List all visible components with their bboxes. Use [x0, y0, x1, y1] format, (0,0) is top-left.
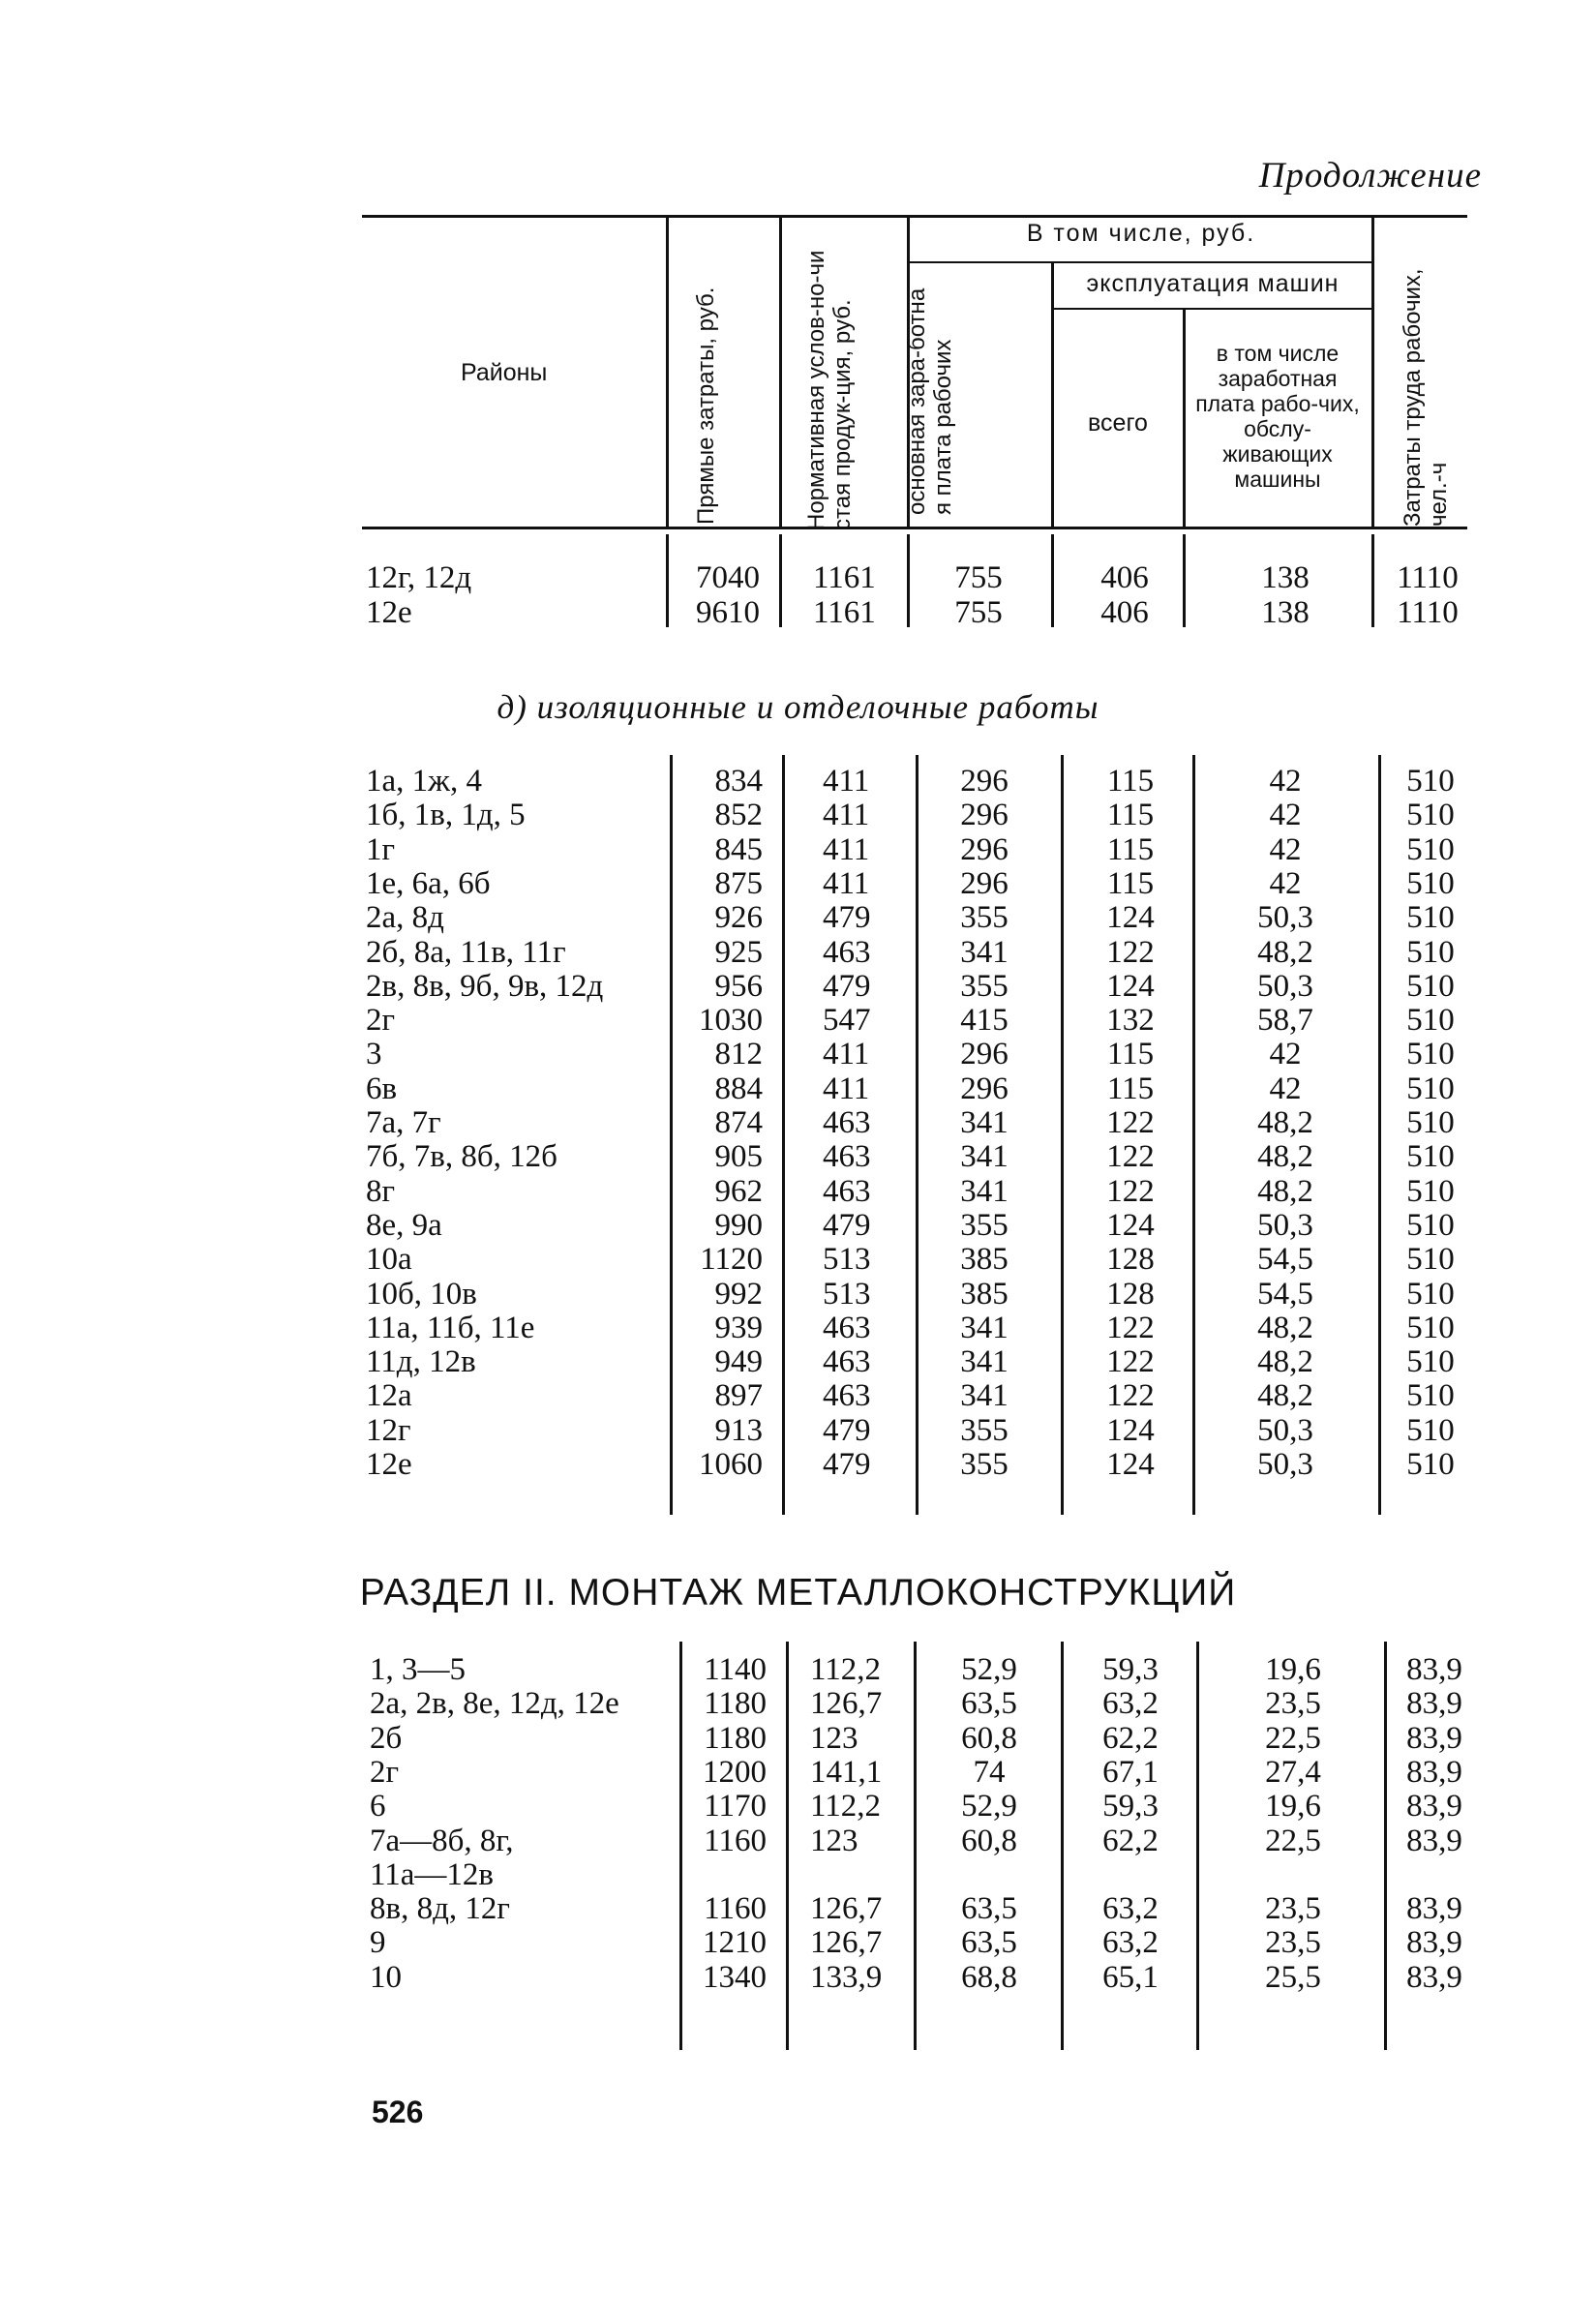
cell-labor: 83,9	[1406, 1891, 1462, 1927]
cell-norm: 463	[823, 1378, 871, 1414]
cell-norm: 112,2	[810, 1652, 882, 1687]
cell-direct: 1030	[699, 1003, 763, 1039]
cell-norm: 513	[823, 1276, 871, 1312]
cell-norm: 112,2	[810, 1789, 882, 1824]
cell-norm: 479	[823, 1207, 871, 1243]
cell-region: 12г	[366, 1412, 411, 1448]
cell-total: 115	[1106, 1071, 1155, 1106]
header-basic-wage: основная зара-ботная плата рабочих	[904, 287, 956, 515]
cell-direct: 926	[714, 900, 763, 936]
cell-mwage: 48,2	[1257, 1105, 1313, 1140]
cell-wage: 355	[960, 900, 1009, 936]
cell-mwage: 50,3	[1257, 1447, 1313, 1482]
cell-direct: 1160	[704, 1823, 767, 1858]
cell-labor: 510	[1406, 1207, 1455, 1243]
table-row	[0, 1448, 1596, 1481]
cell-labor: 510	[1406, 764, 1455, 799]
cell-region: 10б, 10в	[366, 1276, 477, 1312]
cell-norm: 463	[823, 1344, 871, 1380]
cell-wage: 52,9	[961, 1789, 1017, 1824]
cell-labor: 83,9	[1406, 1959, 1462, 1995]
cell-norm: 126,7	[810, 1686, 883, 1722]
cell-wage: 755	[954, 560, 1003, 595]
section-title: РАЗДЕЛ II. МОНТАЖ МЕТАЛЛОКОНСТРУКЦИЙ	[359, 1572, 1237, 1613]
cell-region: 1а, 1ж, 4	[366, 764, 482, 799]
cell-wage: 63,5	[961, 1925, 1017, 1961]
cell-mwage: 58,7	[1257, 1003, 1313, 1039]
cell-mwage: 23,5	[1265, 1925, 1321, 1961]
cell-region: 11а, 11б, 11е	[366, 1310, 535, 1345]
machines-rule	[1053, 308, 1372, 310]
cell-mwage: 19,6	[1265, 1652, 1321, 1687]
table-row	[0, 867, 1596, 900]
cell-mwage: 48,2	[1257, 934, 1313, 970]
table-row	[0, 936, 1596, 969]
cell-direct: 949	[714, 1344, 763, 1380]
cell-wage: 341	[960, 1139, 1009, 1175]
table-row	[0, 1243, 1596, 1276]
cell-total: 67,1	[1102, 1754, 1159, 1790]
cell-direct: 925	[714, 934, 763, 970]
cell-mwage: 25,5	[1265, 1959, 1321, 1995]
header-vline	[666, 217, 669, 527]
table-row	[0, 1140, 1596, 1173]
cell-total: 115	[1106, 1037, 1155, 1072]
cell-region: 10	[370, 1959, 402, 1995]
cell-total: 132	[1106, 1003, 1155, 1039]
cell-total: 62,2	[1102, 1823, 1159, 1858]
cell-labor: 510	[1406, 900, 1455, 936]
cell-mwage: 54,5	[1257, 1242, 1313, 1278]
cell-norm: 479	[823, 900, 871, 936]
cell-wage: 74	[973, 1754, 1006, 1790]
header-total: всего	[1088, 409, 1148, 437]
cell-norm: 479	[823, 968, 871, 1004]
cell-norm: 1161	[813, 560, 876, 595]
table-row	[0, 1106, 1596, 1139]
cell-labor: 510	[1406, 934, 1455, 970]
cell-total: 63,2	[1102, 1686, 1159, 1722]
cell-total: 122	[1106, 1105, 1155, 1140]
cell-mwage: 42	[1269, 1037, 1302, 1072]
cell-labor: 510	[1406, 1344, 1455, 1380]
cell-wage: 296	[960, 865, 1009, 901]
cell-labor: 510	[1406, 865, 1455, 901]
cell-labor: 83,9	[1406, 1652, 1462, 1687]
cell-direct: 875	[714, 865, 763, 901]
cell-region: 7а, 7г	[366, 1105, 441, 1140]
cell-norm: 411	[823, 764, 870, 799]
cell-total: 115	[1106, 764, 1155, 799]
cell-mwage: 42	[1269, 1071, 1302, 1106]
cell-direct: 852	[714, 798, 763, 833]
cell-norm: 123	[810, 1720, 858, 1756]
cell-norm: 141,1	[810, 1754, 883, 1790]
cell-direct: 939	[714, 1310, 763, 1345]
cell-wage: 341	[960, 1378, 1009, 1414]
cell-region: 10а	[366, 1242, 412, 1278]
cell-region: 8в, 8д, 12г	[370, 1891, 510, 1927]
cell-direct: 905	[714, 1139, 763, 1175]
table-row	[0, 1209, 1596, 1242]
cell-mwage: 42	[1269, 798, 1302, 833]
cell-direct: 874	[714, 1105, 763, 1140]
continuation-label: Продолжениe	[1258, 156, 1482, 196]
header-vline	[1371, 217, 1374, 527]
table-row	[0, 1278, 1596, 1311]
table-row	[0, 1790, 1596, 1823]
table-row	[0, 1961, 1596, 1994]
table-row	[0, 765, 1596, 798]
cell-norm: 411	[823, 865, 870, 901]
cell-wage: 355	[960, 968, 1009, 1004]
cell-direct: 913	[714, 1412, 763, 1448]
header-direct-costs: Прямые затраты, руб.	[693, 286, 719, 525]
cell-total: 63,2	[1102, 1891, 1159, 1927]
cell-direct: 834	[714, 764, 763, 799]
table-row	[0, 833, 1596, 866]
cell-direct: 1160	[704, 1891, 767, 1927]
cell-total: 115	[1106, 865, 1155, 901]
cell-norm: 547	[823, 1003, 871, 1039]
cell-region: 1г	[366, 831, 396, 867]
table-row	[0, 561, 1596, 594]
cell-region: 12е	[366, 595, 412, 630]
cell-norm: 133,9	[810, 1959, 883, 1995]
cell-region: 11д, 12в	[366, 1344, 476, 1380]
header-machine-operation: эксплуатация машин	[1086, 270, 1340, 297]
cell-region: 8е, 9а	[366, 1207, 442, 1243]
cell-labor: 510	[1406, 1310, 1455, 1345]
cell-region: 6в	[366, 1071, 398, 1106]
cell-wage: 296	[960, 798, 1009, 833]
cell-region: 2б, 8а, 11в, 11г	[366, 934, 566, 970]
cell-wage: 60,8	[961, 1823, 1017, 1858]
cell-mwage: 54,5	[1257, 1276, 1313, 1312]
cell-labor: 510	[1406, 1447, 1455, 1482]
cell-wage: 63,5	[961, 1891, 1017, 1927]
cell-mwage: 48,2	[1257, 1139, 1313, 1175]
cell-direct: 990	[714, 1207, 763, 1243]
cell-labor: 510	[1406, 798, 1455, 833]
table-row	[0, 1858, 1596, 1891]
cell-direct: 1210	[703, 1925, 767, 1961]
cell-direct: 956	[714, 968, 763, 1004]
table-row	[0, 1004, 1596, 1037]
cell-labor: 510	[1406, 1003, 1455, 1039]
table-row	[0, 1824, 1596, 1857]
cell-mwage: 48,2	[1257, 1310, 1313, 1345]
cell-norm: 479	[823, 1447, 871, 1482]
header-including: В том числе, руб.	[1026, 220, 1256, 247]
table-row	[0, 1414, 1596, 1447]
table-row	[0, 799, 1596, 831]
cell-wage: 355	[960, 1447, 1009, 1482]
cell-wage: 341	[960, 1344, 1009, 1380]
cell-wage: 341	[960, 1310, 1009, 1345]
cell-region: 1б, 1в, 1д, 5	[366, 798, 526, 833]
header-top-rule	[362, 215, 1467, 218]
cell-region: 7а—8б, 8г,	[370, 1823, 514, 1858]
cell-total: 122	[1106, 1378, 1155, 1414]
cell-direct: 1180	[704, 1720, 767, 1756]
cell-total: 59,3	[1102, 1652, 1159, 1687]
cell-norm: 411	[823, 831, 870, 867]
cell-direct: 845	[714, 831, 763, 867]
cell-wage: 415	[960, 1003, 1009, 1039]
header-bottom-rule	[362, 527, 1467, 529]
cell-mwage: 48,2	[1257, 1173, 1313, 1209]
table-row	[0, 1653, 1596, 1686]
cell-direct: 1340	[703, 1959, 767, 1995]
cell-wage: 385	[960, 1276, 1009, 1312]
cell-norm: 126,7	[810, 1925, 883, 1961]
cell-direct: 1180	[704, 1686, 767, 1722]
cell-mwage: 19,6	[1265, 1789, 1321, 1824]
cell-norm: 126,7	[810, 1891, 883, 1927]
cell-region: 11а—12в	[370, 1856, 495, 1892]
cell-labor: 1110	[1397, 595, 1459, 630]
cell-norm: 411	[823, 1071, 870, 1106]
cell-labor: 83,9	[1406, 1754, 1462, 1790]
cell-total: 59,3	[1102, 1789, 1159, 1824]
cell-region: 1е, 6а, 6б	[366, 865, 491, 901]
table-row	[0, 1687, 1596, 1720]
cell-labor: 510	[1406, 968, 1455, 1004]
cell-wage: 296	[960, 831, 1009, 867]
cell-total: 406	[1100, 560, 1149, 595]
cell-direct: 9610	[696, 595, 760, 630]
cell-direct: 884	[714, 1071, 763, 1106]
cell-labor: 510	[1406, 1071, 1455, 1106]
table-row	[0, 1379, 1596, 1412]
cell-region: 9	[370, 1925, 386, 1961]
cell-wage: 341	[960, 1173, 1009, 1209]
cell-norm: 463	[823, 1139, 871, 1175]
cell-labor: 510	[1406, 1242, 1455, 1278]
cell-norm: 1161	[813, 595, 876, 630]
cell-mwage: 50,3	[1257, 1412, 1313, 1448]
cell-wage: 385	[960, 1242, 1009, 1278]
table-row	[0, 1722, 1596, 1755]
cell-mwage: 22,5	[1265, 1720, 1321, 1756]
cell-labor: 1110	[1397, 560, 1459, 595]
cell-mwage: 50,3	[1257, 1207, 1313, 1243]
cell-mwage: 22,5	[1265, 1823, 1321, 1858]
cell-region: 2г	[370, 1754, 400, 1790]
header-including-wage: в том числе заработная плата рабо-чих, обслу-живающих машины	[1195, 341, 1360, 492]
cell-region: 7б, 7в, 8б, 12б	[366, 1139, 557, 1175]
cell-total: 128	[1106, 1242, 1155, 1278]
cell-norm: 463	[823, 934, 871, 970]
cell-total: 122	[1106, 934, 1155, 970]
cell-region: 2в, 8в, 9б, 9в, 12д	[366, 968, 604, 1004]
cell-labor: 510	[1406, 1139, 1455, 1175]
cell-region: 6	[370, 1789, 386, 1824]
table-row	[0, 1345, 1596, 1378]
cell-mwage: 138	[1261, 560, 1310, 595]
including-rule	[910, 261, 1372, 263]
cell-mwage: 23,5	[1265, 1686, 1321, 1722]
cell-total: 124	[1106, 1412, 1155, 1448]
cell-total: 124	[1106, 1207, 1155, 1243]
cell-wage: 755	[954, 595, 1003, 630]
header-vline	[779, 217, 782, 527]
cell-mwage: 48,2	[1257, 1344, 1313, 1380]
table-row	[0, 596, 1596, 629]
cell-region: 2а, 8д	[366, 900, 444, 936]
header-vline	[1051, 263, 1054, 527]
cell-direct: 7040	[696, 560, 760, 595]
cell-direct: 1140	[704, 1652, 767, 1687]
cell-norm: 479	[823, 1412, 871, 1448]
cell-labor: 510	[1406, 1105, 1455, 1140]
cell-labor: 510	[1406, 1412, 1455, 1448]
cell-direct: 1170	[704, 1789, 767, 1824]
cell-wage: 296	[960, 1071, 1009, 1106]
cell-direct: 1120	[700, 1242, 763, 1278]
cell-labor: 83,9	[1406, 1686, 1462, 1722]
cell-norm: 411	[823, 1037, 870, 1072]
cell-wage: 63,5	[961, 1686, 1017, 1722]
cell-wage: 52,9	[961, 1652, 1017, 1687]
cell-mwage: 23,5	[1265, 1891, 1321, 1927]
cell-norm: 123	[810, 1823, 858, 1858]
table-row	[0, 1312, 1596, 1344]
cell-total: 122	[1106, 1139, 1155, 1175]
cell-labor: 510	[1406, 831, 1455, 867]
table-row	[0, 970, 1596, 1003]
cell-wage: 341	[960, 1105, 1009, 1140]
cell-direct: 992	[714, 1276, 763, 1312]
cell-norm: 463	[823, 1310, 871, 1345]
cell-mwage: 50,3	[1257, 968, 1313, 1004]
cell-mwage: 42	[1269, 764, 1302, 799]
cell-labor: 83,9	[1406, 1720, 1462, 1756]
cell-wage: 341	[960, 934, 1009, 970]
cell-total: 63,2	[1102, 1925, 1159, 1961]
cell-region: 12г, 12д	[366, 560, 472, 595]
cell-mwage: 50,3	[1257, 900, 1313, 936]
cell-labor: 83,9	[1406, 1823, 1462, 1858]
header-vline	[1183, 310, 1186, 527]
cell-norm: 411	[823, 798, 870, 833]
cell-direct: 1200	[703, 1754, 767, 1790]
cell-mwage: 48,2	[1257, 1378, 1313, 1414]
cell-region: 2г	[366, 1003, 396, 1039]
cell-region: 12а	[366, 1378, 412, 1414]
cell-region: 1, 3—5	[370, 1652, 466, 1687]
cell-total: 62,2	[1102, 1720, 1159, 1756]
subsection-title: д) изоляционные и отделочные работы	[497, 688, 1099, 726]
cell-labor: 510	[1406, 1173, 1455, 1209]
cell-labor: 83,9	[1406, 1925, 1462, 1961]
cell-labor: 510	[1406, 1378, 1455, 1414]
cell-labor: 83,9	[1406, 1789, 1462, 1824]
cell-mwage: 138	[1261, 595, 1310, 630]
cell-region: 3	[366, 1037, 382, 1072]
cell-wage: 296	[960, 764, 1009, 799]
cell-labor: 510	[1406, 1276, 1455, 1312]
cell-region: 12е	[366, 1447, 412, 1482]
table-row	[0, 1926, 1596, 1959]
header-normative-output: Нормативная услов-но-чистая продук-ция, руб.	[803, 250, 856, 530]
cell-total: 128	[1106, 1276, 1155, 1312]
cell-total: 115	[1106, 798, 1155, 833]
cell-total: 115	[1106, 831, 1155, 867]
cell-wage: 68,8	[961, 1959, 1017, 1995]
cell-region: 2а, 2в, 8е, 12д, 12е	[370, 1686, 619, 1722]
cell-mwage: 42	[1269, 831, 1302, 867]
cell-norm: 463	[823, 1105, 871, 1140]
cell-norm: 513	[823, 1242, 871, 1278]
cell-total: 124	[1106, 968, 1155, 1004]
header-regions: Районы	[461, 359, 548, 386]
cell-total: 124	[1106, 1447, 1155, 1482]
cell-wage: 296	[960, 1037, 1009, 1072]
cell-labor: 510	[1406, 1037, 1455, 1072]
table-row	[0, 1892, 1596, 1925]
table-row	[0, 901, 1596, 934]
cell-wage: 355	[960, 1207, 1009, 1243]
cell-total: 406	[1100, 595, 1149, 630]
cell-total: 122	[1106, 1173, 1155, 1209]
table-row	[0, 1756, 1596, 1789]
cell-mwage: 42	[1269, 865, 1302, 901]
cell-total: 65,1	[1102, 1959, 1159, 1995]
cell-total: 124	[1106, 900, 1155, 936]
cell-total: 122	[1106, 1344, 1155, 1380]
table-row	[0, 1175, 1596, 1208]
page-number: 526	[372, 2095, 424, 2129]
cell-norm: 463	[823, 1173, 871, 1209]
cell-mwage: 27,4	[1265, 1754, 1321, 1790]
table-row	[0, 1038, 1596, 1071]
table-row	[0, 1072, 1596, 1105]
header-labor-costs: Затраты труда рабочих, чел.-ч	[1400, 268, 1452, 527]
cell-direct: 962	[714, 1173, 763, 1209]
cell-wage: 60,8	[961, 1720, 1017, 1756]
cell-direct: 1060	[699, 1447, 763, 1482]
cell-wage: 355	[960, 1412, 1009, 1448]
cell-direct: 897	[714, 1378, 763, 1414]
cell-region: 2б	[370, 1720, 403, 1756]
cell-total: 122	[1106, 1310, 1155, 1345]
cell-region: 8г	[366, 1173, 396, 1209]
cell-direct: 812	[714, 1037, 763, 1072]
